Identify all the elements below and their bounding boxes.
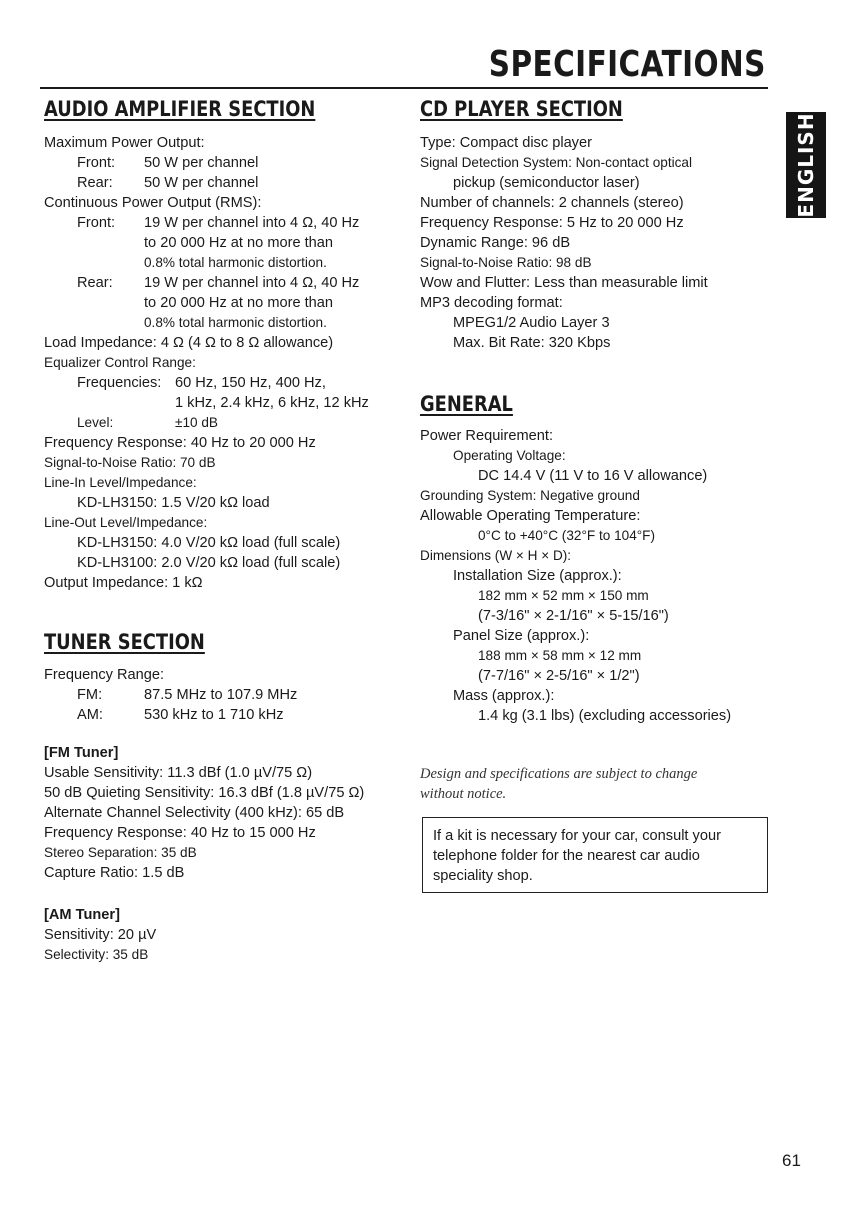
grounding: Grounding System: Negative ground: [420, 488, 640, 503]
fm-line: Alternate Channel Selectivity (400 kHz): 65 dB: [44, 805, 345, 821]
am-row: [44, 705, 414, 725]
line-out: Line-Out Level/Impedance:: [44, 515, 208, 530]
am-line: Sensitivity: 20 µV: [44, 927, 157, 943]
cd-wow: Wow and Flutter: Less than measurable limit: [420, 275, 708, 291]
fm-label: FM:: [77, 687, 103, 703]
cd-type: Type: Compact disc player: [420, 135, 592, 151]
install-size: Installation Size (approx.):: [453, 568, 622, 584]
cd-snr: Signal-to-Noise Ratio: 98 dB: [420, 255, 592, 270]
general-section: [420, 426, 780, 726]
audio-freq-response: Frequency Response: 40 Hz to 20 000 Hz: [44, 435, 316, 451]
line-in-value: KD-LH3150: 1.5 V/20 kΩ load: [77, 495, 270, 511]
tuner-heading: TUNER SECTION: [44, 630, 205, 654]
fm-value: 87.5 MHz to 107.9 MHz: [144, 687, 298, 703]
line-in: Line-In Level/Impedance:: [44, 475, 197, 490]
panel-size: Panel Size (approx.):: [453, 628, 590, 644]
audio-heading: AUDIO AMPLIFIER SECTION: [44, 97, 316, 121]
cd-dynamic-range: Dynamic Range: 96 dB: [420, 235, 571, 251]
design-notice: [420, 764, 697, 804]
cd-section: [420, 133, 780, 353]
box-line-2: telephone folder for the nearest car audio: [433, 848, 700, 864]
power-req: Power Requirement:: [420, 428, 554, 444]
c-rear-label: Rear:: [77, 275, 113, 291]
audio-max-power: Maximum Power Output:: [44, 135, 205, 151]
fm-line: Capture Ratio: 1.5 dB: [44, 865, 185, 881]
box-line-1: If a kit is necessary for your car, consult your: [433, 828, 721, 844]
c-rear-1: 19 W per channel into 4 Ω, 40 Hz: [144, 275, 360, 291]
c-front-3: 0.8% total harmonic distortion.: [144, 255, 327, 270]
rear-label: Rear:: [77, 175, 113, 191]
audio-rear-row: [44, 173, 414, 193]
mass-value: 1.4 kg (3.1 lbs) (excluding accessories): [478, 708, 732, 724]
cd-signal-detection: Signal Detection System: Non-contact optical: [420, 155, 693, 170]
kit-notice-box: [422, 817, 768, 893]
level-value: ±10 dB: [175, 415, 218, 430]
audio-section: [44, 133, 414, 593]
audio-snr: Signal-to-Noise Ratio: 70 dB: [44, 455, 216, 470]
cd-mp3-1: MPEG1/2 Audio Layer 3: [453, 315, 610, 331]
op-voltage-value: DC 14.4 V (11 V to 16 V allowance): [478, 468, 708, 484]
audio-front-row: [44, 153, 414, 173]
tuner-freq-range: Frequency Range:: [44, 667, 165, 683]
output-impedance: Output Impedance: 1 kΩ: [44, 575, 203, 591]
fm-line: Usable Sensitivity: 11.3 dBf (1.0 µV/75 Ω): [44, 765, 313, 781]
am-line: Selectivity: 35 dB: [44, 947, 149, 962]
general-heading: GENERAL: [420, 392, 513, 416]
install-1: 182 mm × 52 mm × 150 mm: [478, 588, 649, 603]
c-rear-2: to 20 000 Hz at no more than: [144, 295, 334, 311]
line-out-2: KD-LH3100: 2.0 V/20 kΩ load (full scale): [77, 555, 341, 571]
panel-1: 188 mm × 58 mm × 12 mm: [478, 648, 642, 663]
cd-channels: Number of channels: 2 channels (stereo): [420, 195, 684, 211]
cd-mp3: MP3 decoding format:: [420, 295, 563, 311]
eq-range: Equalizer Control Range:: [44, 355, 196, 370]
mass: Mass (approx.):: [453, 688, 555, 704]
am-value: 530 kHz to 1 710 kHz: [144, 707, 284, 723]
language-tab: [786, 112, 826, 218]
rear-value: 50 W per channel: [144, 175, 259, 191]
freq-2: 1 kHz, 2.4 kHz, 6 kHz, 12 kHz: [175, 395, 369, 411]
eq-level-row: [44, 413, 414, 433]
cd-mp3-2: Max. Bit Rate: 320 Kbps: [453, 335, 611, 351]
am-tuner-section: [44, 905, 414, 965]
c-front-1: 19 W per channel into 4 Ω, 40 Hz: [144, 215, 360, 231]
fm-line: Stereo Separation: 35 dB: [44, 845, 197, 860]
cd-heading: CD PLAYER SECTION: [420, 97, 623, 121]
install-2: (7-3/16" × 2-1/16" × 5-15/16"): [478, 608, 669, 624]
cd-signal-detection-2: pickup (semiconductor laser): [453, 175, 640, 191]
level-label: Level:: [77, 415, 114, 430]
fm-line: Frequency Response: 40 Hz to 15 000 Hz: [44, 825, 316, 841]
load-impedance: Load Impedance: 4 Ω (4 Ω to 8 Ω allowance): [44, 335, 334, 351]
fm-line: 50 dB Quieting Sensitivity: 16.3 dBf (1.8 µV/75 Ω): [44, 785, 365, 801]
title-rule: [40, 87, 768, 89]
freq-label: Frequencies:: [77, 375, 162, 391]
panel-2: (7-7/16" × 2-5/16" × 1/2"): [478, 668, 640, 684]
c-front-row: [44, 213, 414, 233]
cd-freq-response: Frequency Response: 5 Hz to 20 000 Hz: [420, 215, 684, 231]
fm-tuner-section: [44, 743, 424, 883]
notice-line-2: without notice.: [420, 786, 507, 802]
front-label: Front:: [77, 155, 116, 171]
op-voltage: Operating Voltage:: [453, 448, 566, 463]
c-front-label: Front:: [77, 215, 116, 231]
am-tuner-heading: [AM Tuner]: [44, 907, 120, 923]
c-rear-3: 0.8% total harmonic distortion.: [144, 315, 327, 330]
page-title: SPECIFICATIONS: [488, 44, 766, 85]
fm-tuner-heading: [FM Tuner]: [44, 745, 119, 761]
tuner-section: [44, 665, 414, 725]
c-rear-row: [44, 273, 414, 293]
page-number: 61: [782, 1151, 801, 1170]
language-tab-label: ENGLISH: [794, 112, 818, 218]
line-out-1: KD-LH3150: 4.0 V/20 kΩ load (full scale): [77, 535, 341, 551]
front-value: 50 W per channel: [144, 155, 259, 171]
temp: Allowable Operating Temperature:: [420, 508, 641, 524]
eq-freq-row: [44, 373, 414, 393]
am-label: AM:: [77, 707, 103, 723]
box-line-3: speciality shop.: [433, 868, 533, 884]
audio-continuous: Continuous Power Output (RMS):: [44, 195, 262, 211]
fm-row: [44, 685, 414, 705]
temp-value: 0°C to +40°C (32°F to 104°F): [478, 528, 656, 543]
dimensions: Dimensions (W × H × D):: [420, 548, 572, 563]
notice-line-1: Design and specifications are subject to change: [420, 766, 698, 782]
c-front-2: to 20 000 Hz at no more than: [144, 235, 334, 251]
freq-1: 60 Hz, 150 Hz, 400 Hz,: [175, 375, 326, 391]
